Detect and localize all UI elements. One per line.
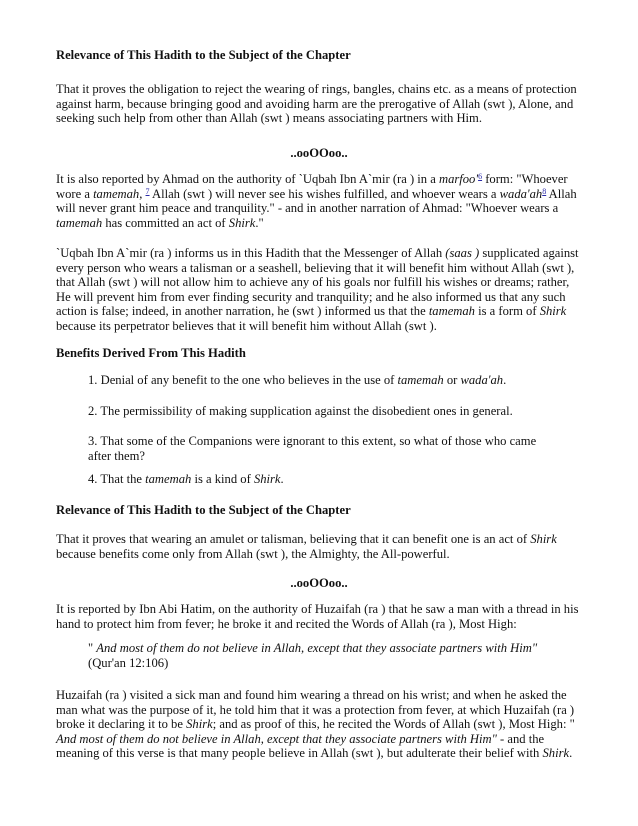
separator: ..ooOOoo..	[290, 576, 348, 590]
paragraph-text: That it proves the obligation to reject the wearing of rings, bangles, chains etc. as a means of protection against harm, because bringing good and avoiding harm are the prerogative of Allah (swt ), Alone, and seeking such help from other than Allah (swt ) means associating partners with Him.	[56, 82, 577, 125]
paragraph: `Uqbah Ibn A`mir (ra ) informs us in this Hadith that the Messenger of Allah (saas ) supplicated against every person who wears a talisman or a seashell, believing that it will benefit him without Allah (swt ), that Allah (swt ) will not allow him to achieve any of his goals nor fulfill his wishes or dreams; rather, He will prevent him from ever finding security and tranquility; and he also informed us that any such action is false; indeed, in another narration, he (swt ) informed us that the tamemah is a form of Shirk because its perpetrator believes that it will benefit him without Allah (swt ).	[56, 246, 579, 333]
quran-quote: " And most of them do not believe in Allah, except that they associate partners with Him" (Qur'an 12:106)	[88, 641, 538, 670]
paragraph: It is reported by Ibn Abi Hatim, on the authority of Huzaifah (ra ) that he saw a man with a thread in his hand to protect him from fever; he broke it and recited the Words of Allah (ra ), Most High:	[56, 602, 579, 631]
paragraph: It is also reported by Ahmad on the authority of `Uqbah Ibn A`mir (ra ) in a marfoo'$^6$ form: "Whoever wore a tamemah, $^7$ Allah (swt ) will never see his wishes fulfilled, and whoever wears a wada'ah$^8$ Allah will never grant him peace and tranquility." - and in another narration of Ahmad: "Whoever wears a tamemah has committed an act of Shirk."	[56, 172, 577, 230]
section-heading: Relevance of This Hadith to the Subject of the Chapter	[56, 503, 351, 517]
section-heading: Benefits Derived From This Hadith	[56, 346, 246, 360]
list-item: 4. That the tamemah is a kind of Shirk.	[88, 472, 284, 486]
list-item: 2. The permissibility of making supplication against the disobedient ones in general.	[88, 404, 513, 418]
footnote-link-6[interactable]: 6	[478, 172, 483, 181]
list-item: 3. That some of the Companions were ignorant to this extent, so what of those who came after them?	[88, 434, 537, 463]
separator: ..ooOOoo..	[290, 146, 348, 160]
list-item: 1. Denial of any benefit to the one who believes in the use of tamemah or wada'ah.	[88, 373, 507, 387]
paragraph	[56, 82, 582, 126]
paragraph: That it proves that wearing an amulet or talisman, believing that it can benefit one is an act of Shirk because benefits come only from Allah (swt ), the Almighty, the All-powerful.	[56, 532, 557, 561]
footnote-link-8[interactable]: 8	[542, 186, 547, 196]
footnote-link-7[interactable]: 7	[145, 186, 150, 196]
paragraph: Huzaifah (ra ) visited a sick man and found him wearing a thread on his wrist; and when he asked the man what was the purpose of it, he told him that it was a protection from fever, at which Huzaifah (ra ) broke it declaring it to be Shirk; and as proof of this, he recited the Words of Allah (swt ), Most High: " And most of them do not believe in Allah, except that they associate partners with Him" - and the meaning of this verse is that many people believe in Allah (swt ), but adulterate their belief with Shirk.	[56, 688, 575, 760]
section-heading: Relevance of This Hadith to the Subject of the Chapter	[56, 48, 351, 62]
